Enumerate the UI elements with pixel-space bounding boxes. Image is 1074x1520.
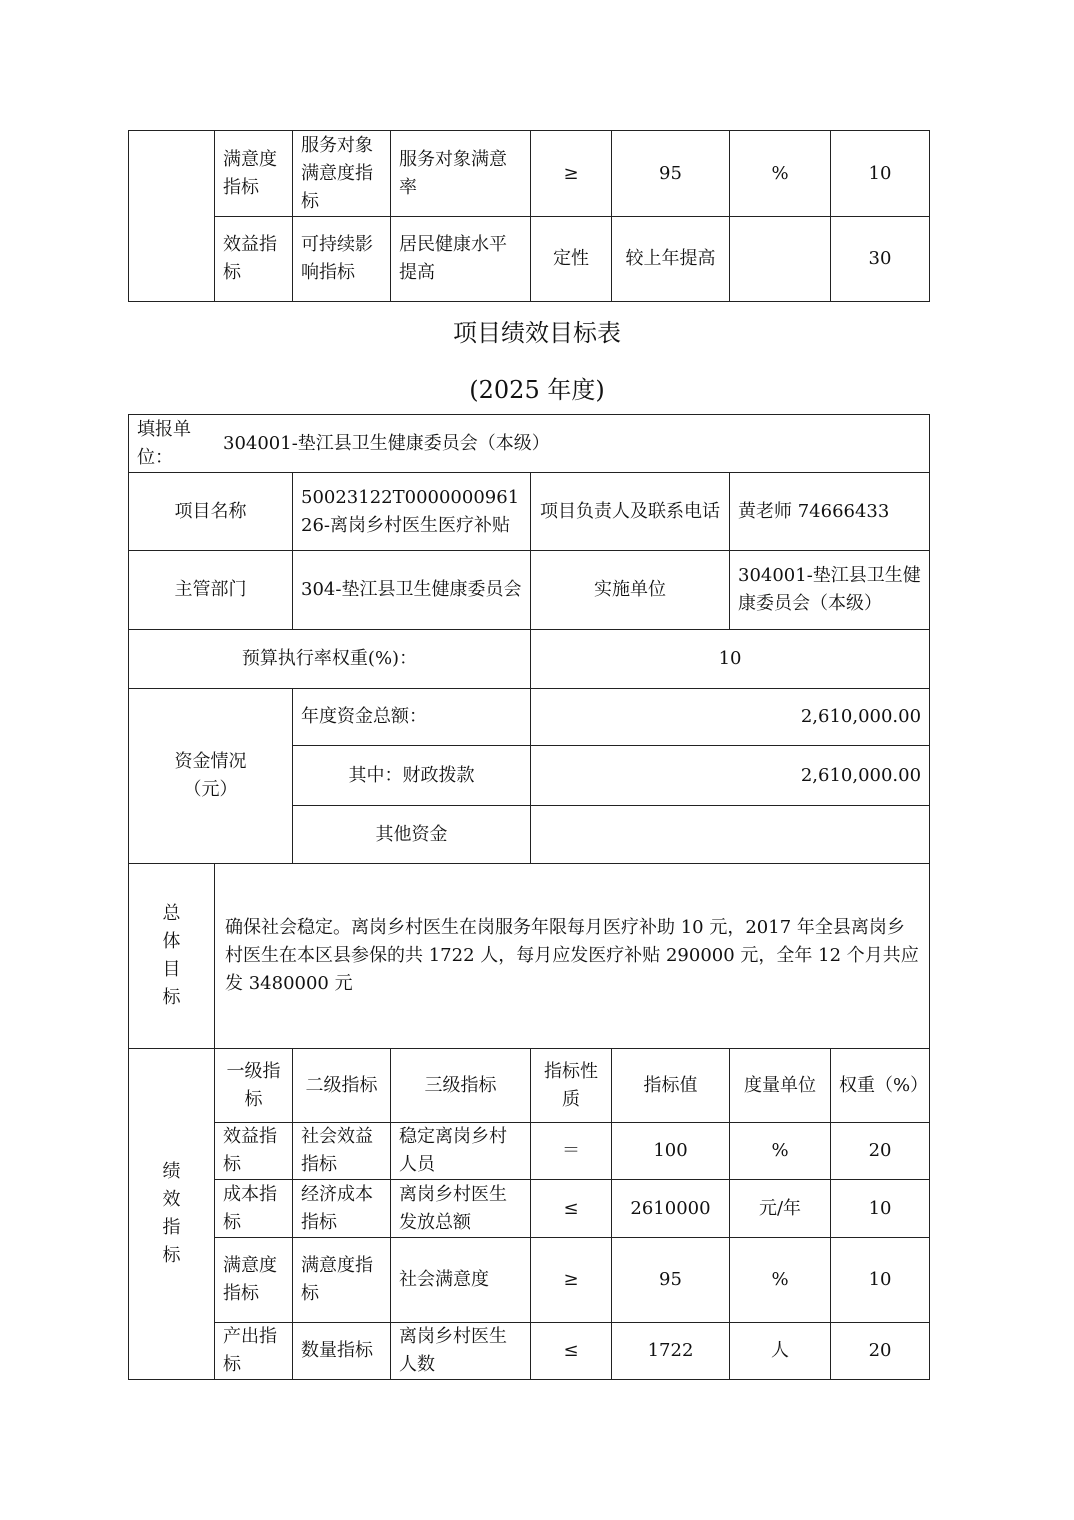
indicator-header-row bbox=[129, 1049, 930, 1123]
unit-cell: 人 bbox=[730, 1323, 831, 1380]
level1-cell: 满意度指标 bbox=[215, 1238, 293, 1323]
funds-total-label: 年度资金总额： bbox=[293, 689, 531, 746]
filler-value: 304001-垫江县卫生健康委员会（本级） bbox=[223, 432, 550, 454]
unit-cell: % bbox=[730, 1123, 831, 1180]
empty-cell bbox=[129, 131, 215, 302]
value-cell: 95 bbox=[612, 131, 730, 217]
level2-cell: 服务对象满意度指标 bbox=[293, 131, 391, 217]
funds-fiscal-value: 2,610,000.00 bbox=[531, 746, 930, 806]
header-nature: 指标性质 bbox=[531, 1049, 612, 1123]
value-cell: 较上年提高 bbox=[612, 217, 730, 302]
performance-target-table bbox=[128, 414, 930, 1380]
nature-cell: ≥ bbox=[531, 131, 612, 217]
budget-weight-value: 10 bbox=[531, 630, 930, 689]
level3-cell: 离岗乡村医生发放总额 bbox=[391, 1180, 531, 1238]
goal-label bbox=[129, 864, 215, 1049]
funds-label bbox=[129, 689, 293, 864]
nature-cell: ≥ bbox=[531, 1238, 612, 1323]
budget-weight-row bbox=[129, 630, 930, 689]
value-cell: 100 bbox=[612, 1123, 730, 1180]
page-title: 项目绩效目标表 bbox=[453, 319, 621, 347]
nature-cell: ≤ bbox=[531, 1323, 612, 1380]
goal-label-char: 标 bbox=[162, 987, 181, 1008]
value-cell: 1722 bbox=[612, 1323, 730, 1380]
indicator-label-char: 绩 bbox=[162, 1161, 181, 1182]
table-row bbox=[129, 131, 930, 217]
weight-cell: 20 bbox=[831, 1323, 930, 1380]
header-unit: 度量单位 bbox=[730, 1049, 831, 1123]
funds-other-value bbox=[531, 806, 930, 864]
level1-cell: 效益指标 bbox=[215, 1123, 293, 1180]
indicator-label-char: 标 bbox=[162, 1245, 181, 1266]
level3-cell: 稳定离岗乡村人员 bbox=[391, 1123, 531, 1180]
dept-value: 304-垫江县卫生健康委员会 bbox=[293, 551, 531, 630]
project-row bbox=[129, 473, 930, 551]
dept-row bbox=[129, 551, 930, 630]
table-row bbox=[129, 1323, 930, 1380]
dept-label: 主管部门 bbox=[129, 551, 293, 630]
goal-row bbox=[129, 864, 930, 1049]
header-weight: 权重（%） bbox=[831, 1049, 930, 1123]
funds-total-value: 2,610,000.00 bbox=[531, 689, 930, 746]
value-cell: 2610000 bbox=[612, 1180, 730, 1238]
level1-cell: 产出指标 bbox=[215, 1323, 293, 1380]
level3-cell: 社会满意度 bbox=[391, 1238, 531, 1323]
goal-label-char: 总 bbox=[162, 903, 181, 924]
table-row bbox=[129, 1123, 930, 1180]
funds-other-label: 其他资金 bbox=[293, 806, 531, 864]
project-name-label: 项目名称 bbox=[129, 473, 293, 551]
goal-label-char: 目 bbox=[162, 959, 181, 980]
continuation-table bbox=[128, 130, 930, 302]
goal-text: 确保社会稳定。离岗乡村医生在岗服务年限每月医疗补助 10 元，2017 年全县离岗乡村医生在本区县参保的共 1722 人，每月应发医疗补贴 290000 元，全年 12 个月共应发 3480000 元 bbox=[215, 864, 930, 1049]
impl-label: 实施单位 bbox=[531, 551, 730, 630]
indicator-label-char: 效 bbox=[162, 1189, 181, 1210]
goal-label-char: 体 bbox=[162, 931, 181, 952]
filler-label: 填报单位： bbox=[137, 418, 191, 468]
level3-cell: 居民健康水平提高 bbox=[391, 217, 531, 302]
nature-cell: ＝ bbox=[531, 1123, 612, 1180]
level2-cell: 社会效益指标 bbox=[293, 1123, 391, 1180]
unit-cell bbox=[730, 217, 831, 302]
impl-value: 304001-垫江县卫生健康委员会（本级） bbox=[730, 551, 930, 630]
indicator-label bbox=[129, 1049, 215, 1380]
header-level1: 一级指标 bbox=[215, 1049, 293, 1123]
indicator-label-char: 指 bbox=[162, 1217, 181, 1238]
table-row bbox=[129, 217, 930, 302]
table-row bbox=[129, 1180, 930, 1238]
funds-label-text: 资金情况（元） bbox=[174, 751, 247, 800]
header-level2: 二级指标 bbox=[293, 1049, 391, 1123]
weight-cell: 30 bbox=[831, 217, 930, 302]
weight-cell: 10 bbox=[831, 131, 930, 217]
unit-cell: 元/年 bbox=[730, 1180, 831, 1238]
level2-cell: 数量指标 bbox=[293, 1323, 391, 1380]
page-subtitle: (2025 年度) bbox=[469, 376, 605, 404]
funds-row bbox=[129, 689, 930, 746]
nature-cell: ≤ bbox=[531, 1180, 612, 1238]
level1-cell: 满意度指标 bbox=[215, 131, 293, 217]
level1-cell: 成本指标 bbox=[215, 1180, 293, 1238]
level3-cell: 离岗乡村医生人数 bbox=[391, 1323, 531, 1380]
level2-cell: 满意度指标 bbox=[293, 1238, 391, 1323]
funds-fiscal-label: 其中：财政拨款 bbox=[293, 746, 531, 806]
unit-cell: % bbox=[730, 131, 831, 217]
table-row bbox=[129, 1238, 930, 1323]
level2-cell: 可持续影响指标 bbox=[293, 217, 391, 302]
weight-cell: 10 bbox=[831, 1238, 930, 1323]
contact-label: 项目负责人及联系电话 bbox=[531, 473, 730, 551]
weight-cell: 20 bbox=[831, 1123, 930, 1180]
level3-cell: 服务对象满意率 bbox=[391, 131, 531, 217]
header-value: 指标值 bbox=[612, 1049, 730, 1123]
weight-cell: 10 bbox=[831, 1180, 930, 1238]
nature-cell: 定性 bbox=[531, 217, 612, 302]
filler-row bbox=[129, 415, 930, 473]
project-name-value: 50023122T000000096126-离岗乡村医生医疗补贴 bbox=[293, 473, 531, 551]
header-level3: 三级指标 bbox=[391, 1049, 531, 1123]
contact-value: 黄老师 74666433 bbox=[730, 473, 930, 551]
filler-cell bbox=[129, 415, 930, 473]
level1-cell: 效益指标 bbox=[215, 217, 293, 302]
unit-cell: % bbox=[730, 1238, 831, 1323]
budget-weight-label: 预算执行率权重(%)： bbox=[129, 630, 531, 689]
level2-cell: 经济成本指标 bbox=[293, 1180, 391, 1238]
value-cell: 95 bbox=[612, 1238, 730, 1323]
